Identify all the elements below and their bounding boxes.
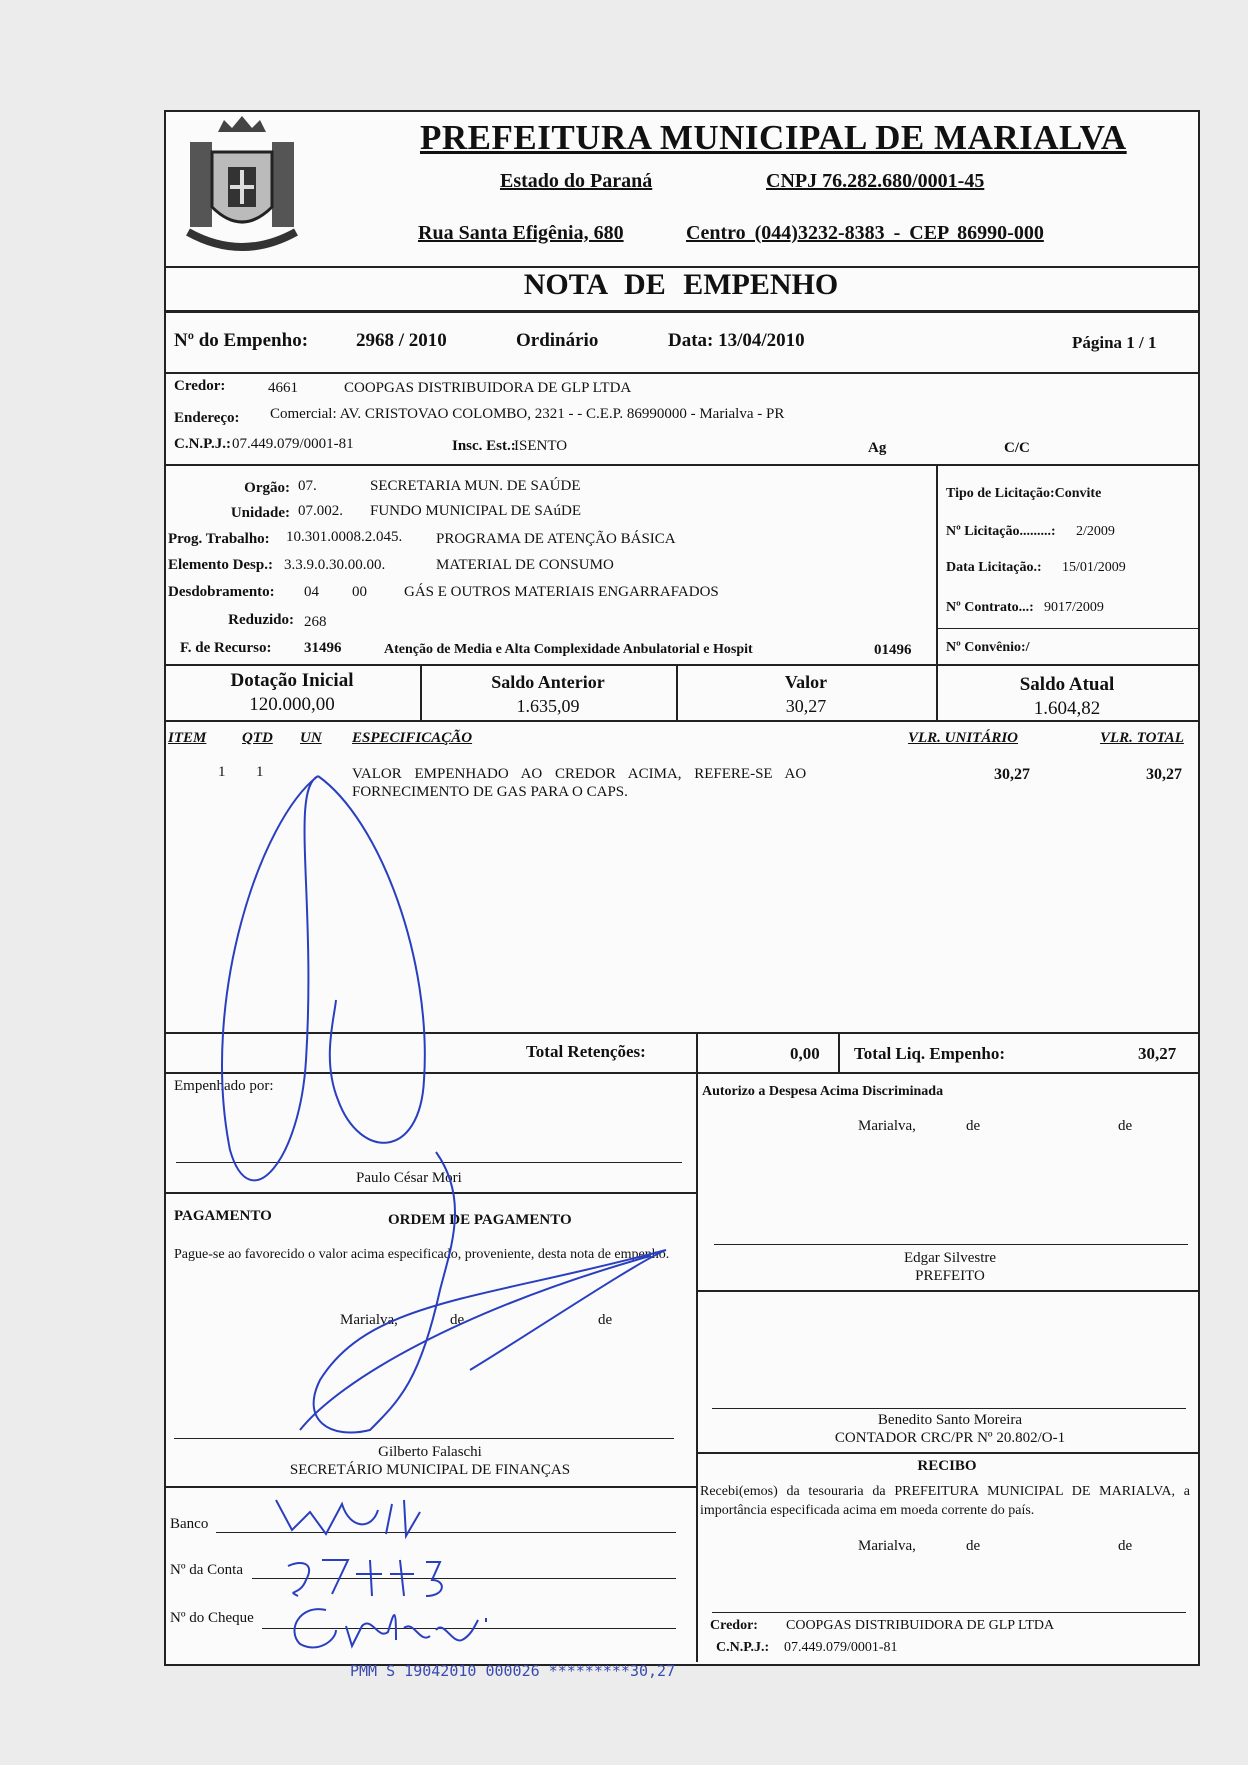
autorizo-de2: de bbox=[1118, 1118, 1133, 1134]
saldo-anterior-value: 1.635,09 bbox=[516, 696, 580, 716]
col-un: UN bbox=[300, 730, 322, 746]
recibo-title: RECIBO bbox=[917, 1458, 977, 1474]
elem-name: MATERIAL DE CONSUMO bbox=[436, 557, 614, 573]
convenio: Nº Convênio:/ bbox=[946, 640, 1030, 655]
recibo-de2: de bbox=[1118, 1538, 1133, 1554]
saldo-anterior-label: Saldo Anterior bbox=[491, 672, 605, 692]
item-spec-line2: FORNECIMENTO DE GAS PARA O CAPS. bbox=[352, 784, 628, 800]
unidade-name: FUNDO MUNICIPAL DE SAúDE bbox=[370, 503, 581, 519]
credor-code: 4661 bbox=[268, 380, 298, 396]
recurso-label: F. de Recurso: bbox=[180, 640, 272, 656]
city-contact: Centro (044)3232-8383 - CEP 86990-000 bbox=[686, 222, 1044, 244]
city-cnpj: CNPJ 76.282.680/0001-45 bbox=[766, 170, 985, 192]
secretario-role: SECRETÁRIO MUNICIPAL DE FINANÇAS bbox=[289, 1462, 571, 1478]
orgao-name: SECRETARIA MUN. DE SAÚDE bbox=[370, 478, 581, 494]
credor-cnpj: 07.449.079/0001-81 bbox=[232, 436, 354, 452]
retencoes-value: 0,00 bbox=[790, 1044, 820, 1063]
recurso-code: 01496 bbox=[874, 642, 912, 658]
recibo-text: Recebi(emos) da tesouraria da PREFEITURA MUNICIPAL DE MARIALVA, a importância especificada acima em moeda corrente do país. bbox=[700, 1484, 1190, 1518]
autorizo-title: Autorizo a Despesa Acima Discriminada bbox=[702, 1084, 944, 1099]
credor-label: Credor: bbox=[174, 378, 226, 394]
recurso-value: 31496 bbox=[304, 640, 342, 656]
page-number: Página 1 / 1 bbox=[1072, 333, 1157, 352]
recibo-cnpj: 07.449.079/0001-81 bbox=[784, 1640, 898, 1655]
unidade-code: 07.002. bbox=[298, 503, 343, 519]
contrato-value: 9017/2009 bbox=[1044, 600, 1104, 615]
banco-label: Banco bbox=[170, 1516, 209, 1532]
saldo-dotacao-label: Dotação Inicial bbox=[230, 670, 354, 691]
pagamento-text: Pague-se ao favorecido o valor acima especificado, proveniente, desta nota de empenho. bbox=[174, 1247, 670, 1262]
recibo-cnpj-label: C.N.P.J.: bbox=[716, 1640, 770, 1655]
licitacao-date-label: Data Licitação.: bbox=[946, 560, 1042, 575]
contador-role: CONTADOR CRC/PR Nº 20.802/O-1 bbox=[834, 1430, 1066, 1446]
city-hall-title: PREFEITURA MUNICIPAL DE MARIALVA bbox=[420, 118, 1127, 157]
orgao-label: Orgão: bbox=[244, 480, 290, 496]
empenho-date: Data: 13/04/2010 bbox=[668, 330, 805, 351]
valor-value: 30,27 bbox=[785, 696, 827, 716]
prog-name: PROGRAMA DE ATENÇÃO BÁSICA bbox=[436, 531, 676, 547]
item-unit-value: 30,27 bbox=[994, 766, 1030, 783]
col-unit: VLR. UNITÁRIO bbox=[908, 730, 1019, 746]
cheque-label: Nº do Cheque bbox=[170, 1610, 254, 1626]
credor-cnpj-label: C.N.P.J.: bbox=[174, 436, 231, 452]
unidade-label: Unidade: bbox=[230, 505, 290, 521]
pagamento-place: Marialva, bbox=[340, 1312, 398, 1328]
col-total: VLR. TOTAL bbox=[1100, 730, 1184, 746]
saldo-atual-label: Saldo Atual bbox=[1019, 674, 1115, 695]
recibo-place: Marialva, bbox=[858, 1538, 916, 1554]
state-label: Estado do Paraná bbox=[500, 170, 653, 192]
valor-label: Valor bbox=[784, 672, 828, 692]
credor-address: Comercial: AV. CRISTOVAO COLOMBO, 2321 - - C.E.P. 86990000 - Marialva - PR bbox=[270, 406, 785, 422]
insc-label: Insc. Est.: bbox=[452, 438, 516, 454]
prog-label: Prog. Trabalho: bbox=[168, 531, 270, 547]
desd-name: GÁS E OUTROS MATERIAIS ENGARRAFADOS bbox=[404, 584, 719, 600]
ordem-pagamento-title: ORDEM DE PAGAMENTO bbox=[388, 1212, 572, 1228]
col-item: ITEM bbox=[168, 730, 207, 746]
pagamento-de1: de bbox=[450, 1312, 465, 1328]
pagamento-label: PAGAMENTO bbox=[174, 1208, 272, 1224]
item-qtd: 1 bbox=[256, 764, 264, 780]
desd-b: 00 bbox=[352, 584, 367, 600]
prog-code: 10.301.0008.2.045. bbox=[286, 529, 403, 545]
item-number: 1 bbox=[218, 764, 226, 780]
licitacao-number-label: Nº Licitação.........: bbox=[946, 524, 1056, 539]
contrato-label: Nº Contrato...: bbox=[946, 600, 1034, 615]
empenhado-label: Empenhado por: bbox=[174, 1078, 274, 1094]
saldo-dotacao-value: 120.000,00 bbox=[249, 694, 335, 715]
cc-label: C/C bbox=[1004, 440, 1030, 456]
saldo-atual-value: 1.604,82 bbox=[1033, 698, 1101, 719]
coat-of-arms-logo bbox=[168, 112, 316, 260]
licitacao-date: 15/01/2009 bbox=[1062, 560, 1126, 575]
insc-value: ISENTO bbox=[514, 438, 568, 454]
desd-a: 04 bbox=[304, 584, 319, 600]
item-total-value: 30,27 bbox=[1146, 766, 1182, 783]
elem-code: 3.3.9.0.30.00.00. bbox=[284, 557, 386, 573]
doc-title: NOTA DE EMPENHO bbox=[523, 268, 839, 301]
recibo-de1: de bbox=[966, 1538, 981, 1554]
item-spec-line1: VALOR EMPENHADO AO CREDOR ACIMA, REFERE-SE AO bbox=[352, 766, 807, 782]
reduzido-label: Reduzido: bbox=[228, 612, 294, 628]
credor-name: COOPGAS DISTRIBUIDORA DE GLP LTDA bbox=[344, 380, 632, 396]
empenho-number-label: Nº do Empenho: bbox=[174, 330, 309, 351]
recibo-credor-label: Credor: bbox=[710, 1618, 758, 1633]
col-spec: ESPECIFICAÇÃO bbox=[352, 730, 473, 746]
orgao-code: 07. bbox=[298, 478, 317, 494]
address-label: Endereço: bbox=[174, 410, 240, 426]
empenho-type: Ordinário bbox=[516, 330, 599, 351]
empenho-number: 2968 / 2010 bbox=[356, 330, 447, 351]
liq-value: 30,27 bbox=[1138, 1044, 1177, 1063]
autorizo-role: PREFEITO bbox=[915, 1268, 985, 1284]
pagamento-de2: de bbox=[598, 1312, 613, 1328]
empenhado-name: Paulo César Mori bbox=[356, 1170, 462, 1186]
city-street: Rua Santa Efigênia, 680 bbox=[418, 222, 624, 244]
autorizo-name: Edgar Silvestre bbox=[903, 1250, 997, 1266]
licitacao-type: Tipo de Licitação:Convite bbox=[946, 486, 1102, 501]
secretario-name: Gilberto Falaschi bbox=[378, 1444, 482, 1460]
licitacao-number: 2/2009 bbox=[1076, 524, 1115, 539]
elem-label: Elemento Desp.: bbox=[168, 557, 273, 573]
recurso-name: Atenção de Media e Alta Complexidade Anbulatorial e Hospit bbox=[384, 642, 753, 657]
bank-stamp: PMM S 19042010 000026 *********30,27 bbox=[350, 1662, 676, 1680]
autorizo-place: Marialva, bbox=[858, 1118, 916, 1134]
retencoes-label: Total Retenções: bbox=[526, 1042, 646, 1061]
contador-name: Benedito Santo Moreira bbox=[877, 1412, 1023, 1428]
liq-label: Total Liq. Empenho: bbox=[854, 1044, 1005, 1063]
col-qtd: QTD bbox=[242, 730, 273, 746]
recibo-credor-name: COOPGAS DISTRIBUIDORA DE GLP LTDA bbox=[786, 1618, 1055, 1633]
desd-label: Desdobramento: bbox=[168, 584, 275, 600]
reduzido-value: 268 bbox=[304, 614, 327, 630]
autorizo-de1: de bbox=[966, 1118, 981, 1134]
ag-label: Ag bbox=[868, 440, 887, 456]
conta-label: Nº da Conta bbox=[170, 1562, 243, 1578]
